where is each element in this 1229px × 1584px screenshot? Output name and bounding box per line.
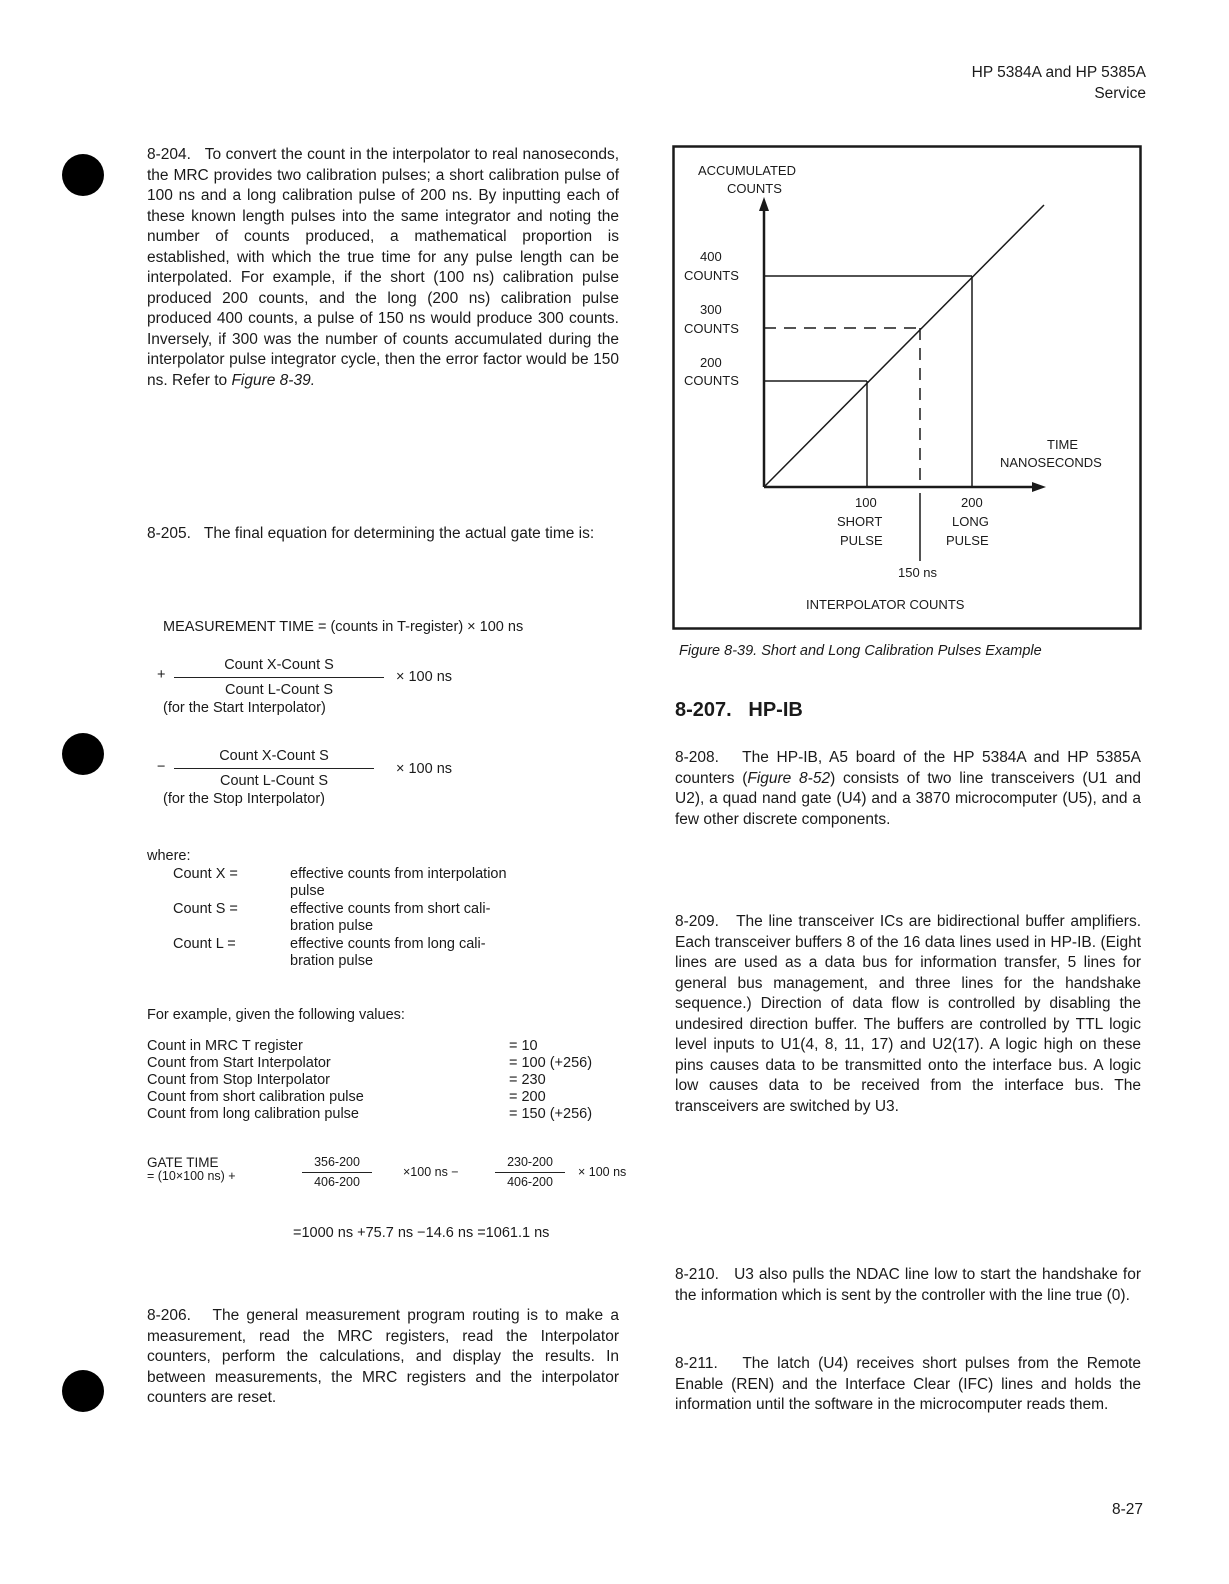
y-axis-title: COUNTS (727, 181, 782, 196)
x-axis-title: NANOSECONDS (1000, 455, 1102, 470)
table-row (147, 1072, 627, 1089)
running-header-section: Service (1094, 85, 1146, 102)
gate-time-fraction-2 (495, 1155, 565, 1190)
paragraph-8-205 (147, 524, 619, 545)
equation-2-multiplier: × 100 ns (396, 761, 453, 777)
definition-desc: pulse (290, 883, 325, 899)
tick-label: 300 (700, 302, 722, 317)
paragraph-text: ) consists of two line transceivers (U1 and U2), a quad nand gate (U4) and a 3870 microcomputer (U5), and a few other discrete components. (675, 769, 1141, 828)
fraction-bar (302, 1172, 372, 1173)
gate-time-label: GATE TIME (147, 1155, 219, 1170)
page-number: 8-27 (1111, 1501, 1143, 1518)
y-axis-arrow (759, 197, 769, 211)
x-axis-title: TIME (1047, 437, 1079, 452)
table-row (147, 1089, 627, 1106)
value-label: Count in MRC T register (147, 1038, 303, 1054)
fraction-denominator: 406-200 (314, 1175, 360, 1189)
gate-time-result: =1000 ns +75.7 ns −14.6 ns =1061.1 ns (293, 1225, 550, 1241)
value-label: Count from Stop Interpolator (147, 1072, 330, 1088)
paragraph-8-208 (675, 748, 1141, 830)
stop-interpolator-fraction (174, 747, 374, 790)
punch-hole-bottom (62, 1370, 104, 1412)
fraction-numerator: 356-200 (314, 1155, 360, 1169)
paragraph-text: The latch (U4) receives short pulses from the Remote Enable (REN) and the Interface Clear (IFC) lines and holds the information until the software in the microcomputer reads them. (675, 1355, 1142, 1413)
fraction-numerator: Count X-Count S (219, 748, 329, 764)
definition-term: Count L = (173, 936, 236, 952)
definition-count-x (173, 866, 593, 901)
punch-hole-top (62, 154, 104, 196)
value-amount: = 150 (+256) (509, 1106, 593, 1122)
table-row (147, 1038, 627, 1055)
paragraph-8-211 (675, 1354, 1141, 1416)
measurement-time-equation: MEASUREMENT TIME = (counts in T-register) × 100 ns (163, 619, 524, 635)
gate-time-multiplier-1: ×100 ns − (403, 1165, 459, 1179)
paragraph-text: The line transceiver ICs are bidirectional buffer amplifiers. Each transceiver buffers 8 of the 16 data lines used in HP-IB. (Eight lines are used as a data bus for information transfer, 5 lines for general bus management, and three lines for the handshake sequence.) Direction of data flow is controlled by disabling the undesired direction buffer. The buffers are controlled by TTL logic level inputs to U1(4, 8, 11, 17) and U2(17). A logic high on these pins causes data to be transmitted onto the interface bus. A logic low causes data to be received from the interface bus. The transceivers are switched by U3. (675, 913, 1142, 1115)
equation-2-note: (for the Stop Interpolator) (163, 791, 325, 807)
figure-caption: Figure 8-39. Short and Long Calibration Pulses Example (679, 643, 1042, 659)
running-header-title: HP 5384A and HP 5385A (971, 64, 1146, 81)
value-label: Count from short calibration pulse (147, 1089, 364, 1105)
fraction-denominator: 406-200 (507, 1175, 553, 1189)
tick-label: LONG (952, 514, 989, 529)
definition-desc: bration pulse (290, 953, 374, 969)
value-label: Count from Start Interpolator (147, 1055, 331, 1071)
definition-desc: bration pulse (290, 918, 374, 934)
paragraph-text: To convert the count in the interpolator to real nanoseconds, the MRC provides two calibration pulses; a short calibration pulse of 100 ns and a long calibration pulse of 200 ns. By inputting each of these known length pulses into the same integrator and noting the number of counts produced, a mathematical proportion is established, with which the true time for any pulse length can be interpolated. For example, if the short (100 ns) calibration pulse produced 200 counts, and the long (200 ns) calibration pulse produced 400 counts, a pulse of 150 ns would produce 300 counts. Inversely, if 300 was the number of counts accumulated during the interpolator pulse integrator cycle, then the error factor would be 150 ns. Refer to (147, 146, 619, 389)
calibration-line (764, 205, 1044, 487)
equation-1-sign: + (157, 667, 166, 683)
tick-label: COUNTS (684, 268, 739, 283)
where-label: where: (147, 848, 191, 864)
figure-reference: Figure 8-39. (231, 371, 316, 389)
equation-1-note: (for the Start Interpolator) (163, 700, 326, 716)
definition-count-s (173, 901, 593, 936)
paragraph-8-210 (675, 1265, 1141, 1306)
table-row (147, 1055, 627, 1072)
value-amount: = 200 (509, 1089, 546, 1105)
tick-label: PULSE (946, 533, 989, 548)
tick-label: COUNTS (684, 373, 739, 388)
value-amount: = 230 (509, 1072, 546, 1088)
definition-desc: effective counts from long cali- (290, 936, 486, 952)
example-values-table (147, 1038, 627, 1123)
paragraph-number: 8-205. (147, 525, 191, 542)
definition-desc: effective counts from interpolation (290, 866, 507, 882)
tick-label: 400 (700, 249, 722, 264)
paragraph-number: 8-210. (675, 1266, 719, 1283)
paragraph-number: 8-206. (147, 1307, 191, 1324)
fraction-numerator: 230-200 (507, 1155, 553, 1169)
definition-desc: effective counts from short cali- (290, 901, 491, 917)
figure-8-39-diagram (672, 145, 1142, 630)
paragraph-text: The HP-IB, A5 board of the HP 5384A and HP 5385A counters ( (675, 749, 1141, 787)
paragraph-text: The final equation for determining the actual gate time is: (203, 525, 595, 542)
paragraph-text: U3 also pulls the NDAC line low to start the handshake for the information which is sent by the controller with the line true (0). (675, 1266, 1141, 1304)
gate-time-equation (147, 1155, 637, 1205)
equation-1-multiplier: × 100 ns (396, 669, 453, 685)
tick-label: COUNTS (684, 321, 739, 336)
fraction-numerator: Count X-Count S (224, 657, 334, 673)
fraction-bar (495, 1172, 565, 1173)
gate-time-multiplier-2: × 100 ns (578, 1165, 627, 1179)
tick-label: 200 (700, 355, 722, 370)
definition-count-l (173, 936, 593, 971)
fraction-denominator: Count L-Count S (224, 682, 333, 698)
tick-label: 200 (961, 495, 983, 510)
paragraph-8-204 (147, 145, 619, 391)
example-intro: For example, given the following values: (147, 1007, 405, 1023)
value-label: Count from long calibration pulse (147, 1106, 359, 1122)
x-axis-arrow (1032, 482, 1046, 492)
gate-time-fraction-1 (302, 1155, 372, 1190)
tick-label: PULSE (840, 533, 883, 548)
punch-hole-middle (62, 733, 104, 775)
figure-bottom-label: INTERPOLATOR COUNTS (806, 597, 965, 612)
start-interpolator-fraction (174, 656, 384, 699)
definition-term: Count X = (173, 866, 238, 882)
figure-frame (674, 147, 1141, 629)
section-heading: 8-207. HP-IB (675, 699, 803, 721)
tick-label: 100 (855, 495, 877, 510)
value-amount: = 10 (509, 1038, 538, 1054)
paragraph-number: 8-209. (675, 913, 719, 930)
paragraph-text: The general measurement program routing is to make a measurement, read the MRC registers, read the Interpolator counters, perform the calculations, and display the results. In between measurements, the MRC registers and the interpolator counters are reset. (147, 1307, 619, 1406)
figure-labels (684, 163, 1102, 612)
gate-time-term: = (10×100 ns) + (147, 1169, 236, 1183)
tick-label: 150 ns (898, 565, 938, 580)
value-amount: = 100 (+256) (509, 1055, 593, 1071)
fraction-denominator: Count L-Count S (219, 773, 328, 789)
paragraph-8-206 (147, 1306, 619, 1409)
table-row (147, 1106, 627, 1123)
figure-reference: Figure 8-52 (747, 769, 831, 787)
definition-term: Count S = (173, 901, 238, 917)
paragraph-number: 8-211. (675, 1355, 718, 1372)
tick-label: SHORT (837, 514, 883, 529)
paragraph-number: 8-204. (147, 146, 191, 163)
equation-2-sign: − (157, 759, 166, 775)
definition-list (173, 866, 593, 971)
y-axis-title: ACCUMULATED (698, 163, 796, 178)
paragraph-8-209 (675, 912, 1141, 1117)
paragraph-number: 8-208. (675, 749, 719, 766)
